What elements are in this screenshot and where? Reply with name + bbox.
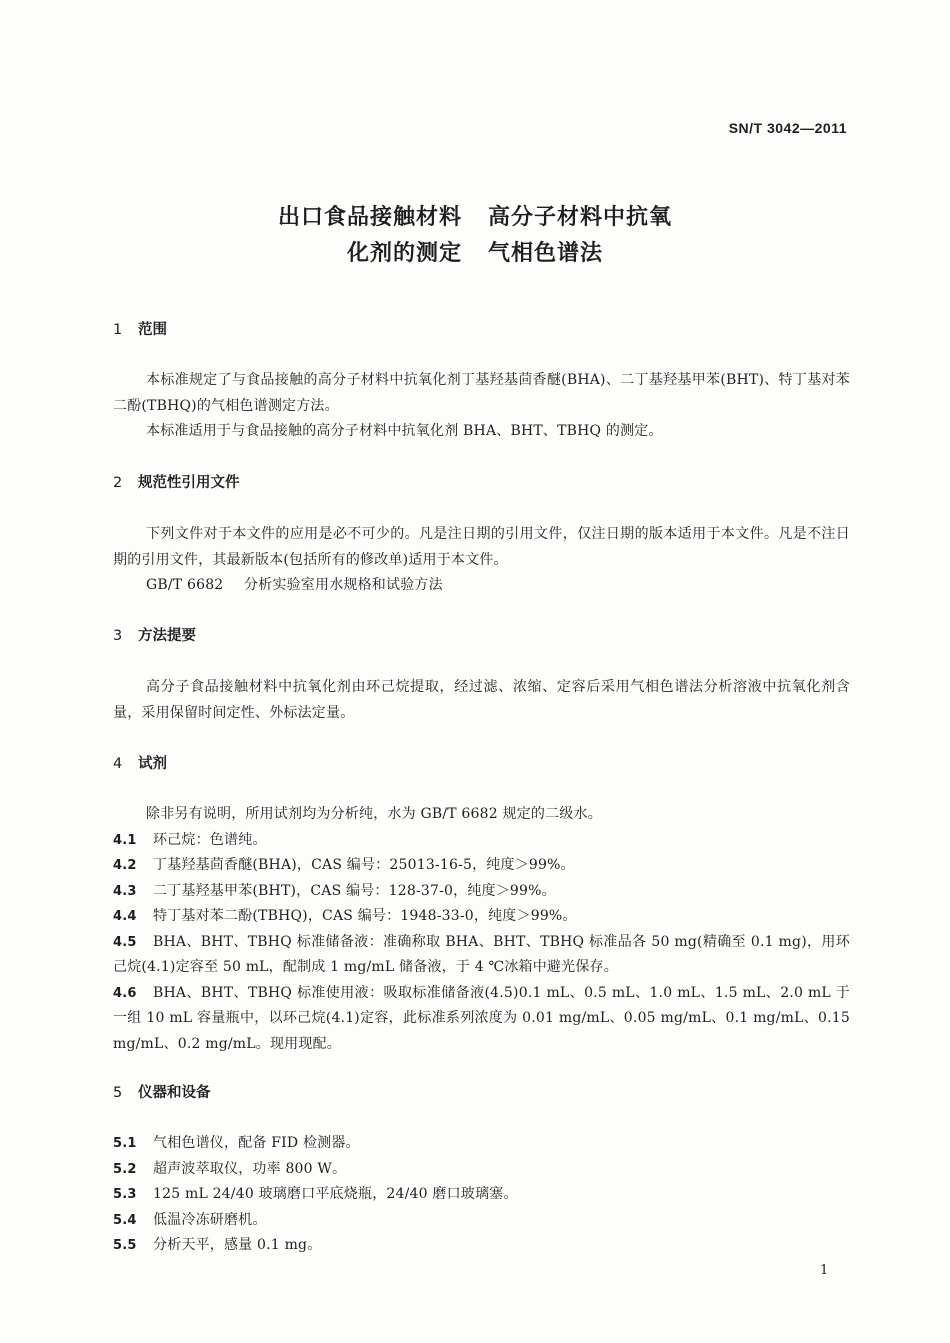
section-1-heading: 1 范围	[113, 322, 167, 338]
normative-paragraph: 下列文件对于本文件的应用是必不可少的。凡是注日期的引用文件，仅注日期的版本适用于本文件。凡是不注日期的引用文件，其最新版本(包括所有的修改单)适用于本文件。	[113, 526, 850, 568]
standard-code: SN/T 3042—2011	[728, 120, 847, 136]
list-item: 5.4 低温冷冻研磨机。	[113, 1211, 267, 1228]
method-summary-paragraph: 高分子食品接触材料中抗氧化剂由环己烷提取，经过滤、浓缩、定容后采用气相色谱法分析溶液中抗氧化剂含量，采用保留时间定性、外标法定量。	[113, 679, 850, 721]
normative-reference: GB/T 6682 分析实验室用水规格和试验方法	[146, 577, 443, 593]
section-5-heading: 5 仪器和设备	[113, 1085, 211, 1101]
section-3-body	[113, 675, 850, 726]
scope-paragraph-2: 本标准适用于与食品接触的高分子材料中抗氧化剂 BHA、BHT、TBHQ 的测定。	[146, 423, 663, 439]
list-item: 4.2 丁基羟基茴香醚(BHA)，CAS 编号：25013-16-5，纯度＞99%。	[113, 857, 575, 873]
section-1-body	[113, 368, 850, 445]
reagents-intro: 除非另有说明，所用试剂均为分析纯，水为 GB/T 6682 规定的二级水。	[146, 806, 602, 822]
list-item: 5.3 125 mL 24/40 玻璃磨口平底烧瓶，24/40 磨口玻璃塞。	[113, 1186, 518, 1202]
section-2-heading: 2 规范性引用文件	[113, 475, 240, 491]
section-2-body	[113, 522, 850, 599]
section-5-body	[113, 1131, 850, 1259]
list-item: 5.2 超声波萃取仪，功率 800 W。	[113, 1160, 347, 1177]
list-item: 4.3 二丁基羟基甲苯(BHT)，CAS 编号：128-37-0，纯度＞99%。	[113, 882, 556, 899]
section-3-heading: 3 方法提要	[113, 628, 196, 644]
section-4-body	[113, 802, 850, 1057]
title-line-2: 化剂的测定 气相色谱法	[346, 241, 604, 266]
list-item: 5.1 气相色谱仪，配备 FID 检测器。	[113, 1135, 360, 1151]
list-item: 4.1 环己烷：色谱纯。	[113, 831, 267, 848]
list-item: 4.6 BHA、BHT、TBHQ 标准使用液：吸取标准储备液(4.5)0.1 mL、0.5 mL、1.0 mL、1.5 mL、2.0 mL 于一组 10 mL 容量瓶中，以环己烷(4.1)定容，此标准系列浓度为 0.01 mg/mL、0.05 mg/mL、0.1 mg/mL、0.15 mg/mL、0.2 mg/mL。现用现配。	[113, 984, 850, 1052]
list-item: 5.5 分析天平，感量 0.1 mg。	[113, 1237, 322, 1253]
title-line-1: 出口食品接触材料 高分子材料中抗氧	[277, 205, 673, 230]
document-title	[0, 200, 950, 272]
scope-paragraph-1: 本标准规定了与食品接触的高分子材料中抗氧化剂丁基羟基茴香醚(BHA)、二丁基羟基甲苯(BHT)、特丁基对苯二酚(TBHQ)的气相色谱测定方法。	[113, 372, 850, 414]
section-4-heading: 4 试剂	[113, 756, 167, 772]
list-item: 4.4 特丁基对苯二酚(TBHQ)，CAS 编号：1948-33-0，纯度＞99%。	[113, 908, 577, 924]
list-item: 4.5 BHA、BHT、TBHQ 标准储备液：准确称取 BHA、BHT、TBHQ 标准品各 50 mg(精确至 0.1 mg)，用环己烷(4.1)定容至 50 mL，配制成 1 mg/mL 储备液，于 4 ℃冰箱中避光保存。	[113, 933, 850, 975]
page-number: 1	[820, 1263, 829, 1278]
